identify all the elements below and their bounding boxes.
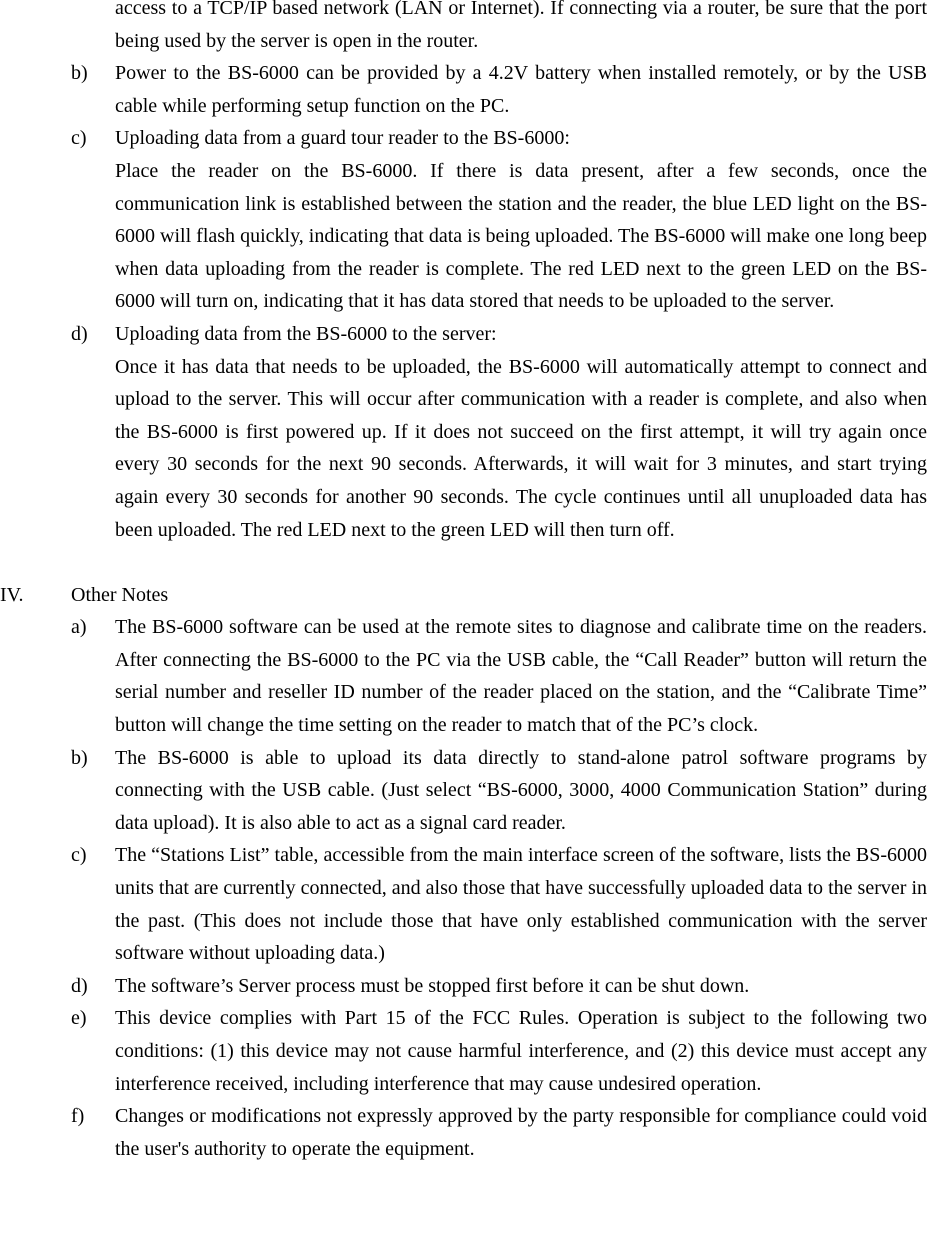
list-label: c): [71, 127, 87, 150]
list-body: Place the reader on the BS-6000. If there is data present, after a few seconds, once the communication link is established between the station and the reader, the blue LED light on the BS-6000 will flash quickly, indicating that data is being uploaded. The BS-6000 will make one long beep when data uploading from the reader is complete. The red LED next to the green LED on the BS-6000 will turn on, indicating that it has data stored that needs to be uploaded to the server.: [115, 159, 927, 313]
list-heading: Uploading data from a guard tour reader to the BS-6000:: [115, 127, 570, 150]
list-item-c: [0, 122, 927, 318]
note-text: Changes or modifications not expressly approved by the party responsible for compliance could void the user's authority to operate the equipment.: [115, 1105, 927, 1160]
section-number: IV.: [0, 583, 24, 606]
list-label: e): [71, 1007, 87, 1030]
note-item-d: [0, 970, 927, 1003]
list-label: a): [71, 616, 87, 639]
list-item-b: [0, 57, 927, 122]
note-text: The software’s Server process must be stopped first before it can be shut down.: [115, 974, 750, 997]
list-label: c): [71, 844, 87, 867]
note-item-f: [0, 1100, 927, 1165]
note-text: The BS-6000 is able to upload its data directly to stand-alone patrol software programs by connecting with the USB cable. (Just select “BS-6000, 3000, 4000 Communication Station” during data upload). It is also able to act as a signal card reader.: [115, 746, 927, 834]
note-item-c: [0, 839, 927, 969]
list-body: Once it has data that needs to be uploaded, the BS-6000 will automatically attempt to connect and upload to the server. This will occur after communication with a reader is complete, and also when the BS-6000 is first powered up. If it does not succeed on the first attempt, it will try again once every 30 seconds for the next 90 seconds. Afterwards, it will wait for 3 minutes, and start trying again every 30 seconds for another 90 seconds. The cycle continues until all unuploaded data has been uploaded. The red LED next to the green LED will then turn off.: [115, 355, 927, 541]
note-text: The BS-6000 software can be used at the remote sites to diagnose and calibrate time on the readers. After connecting the BS-6000 to the PC via the USB cable, the “Call Reader” button will return the serial number and reseller ID number of the reader placed on the station, and the “Calibrate Time” button will change the time setting on the reader to match that of the PC’s clock.: [115, 616, 927, 737]
list-text: Power to the BS-6000 can be provided by a 4.2V battery when installed remotely, or by the USB cable while performing setup function on the PC.: [115, 62, 927, 117]
list-label: d): [71, 974, 88, 997]
list-item-d: [0, 318, 927, 546]
list-label: d): [71, 322, 88, 345]
note-item-a: [0, 611, 927, 741]
continuation-text: access to a TCP/IP based network (LAN or Internet). If connecting via a router, be sure that the port being used by the server is open in the router.: [115, 0, 927, 52]
note-item-b: [0, 742, 927, 840]
note-text: This device complies with Part 15 of the FCC Rules. Operation is subject to the following two conditions: (1) this device may not cause harmful interference, and (2) this device must accept any interference received, including interference that may cause undesired operation.: [115, 1007, 927, 1095]
list-label: b): [71, 746, 88, 769]
continuation-paragraph: [0, 0, 927, 57]
section-title: Other Notes: [71, 583, 169, 606]
note-text: The “Stations List” table, accessible from the main interface screen of the software, lists the BS-6000 units that are currently connected, and also those that have successfully uploaded data to the server in the past. (This does not include those that have only established communication with the server software without uploading data.): [115, 844, 927, 965]
list-label: b): [71, 62, 88, 85]
list-heading: Uploading data from the BS-6000 to the server:: [115, 322, 497, 345]
list-label: f): [71, 1105, 85, 1128]
note-item-e: [0, 1002, 927, 1100]
section-heading: [0, 579, 927, 612]
